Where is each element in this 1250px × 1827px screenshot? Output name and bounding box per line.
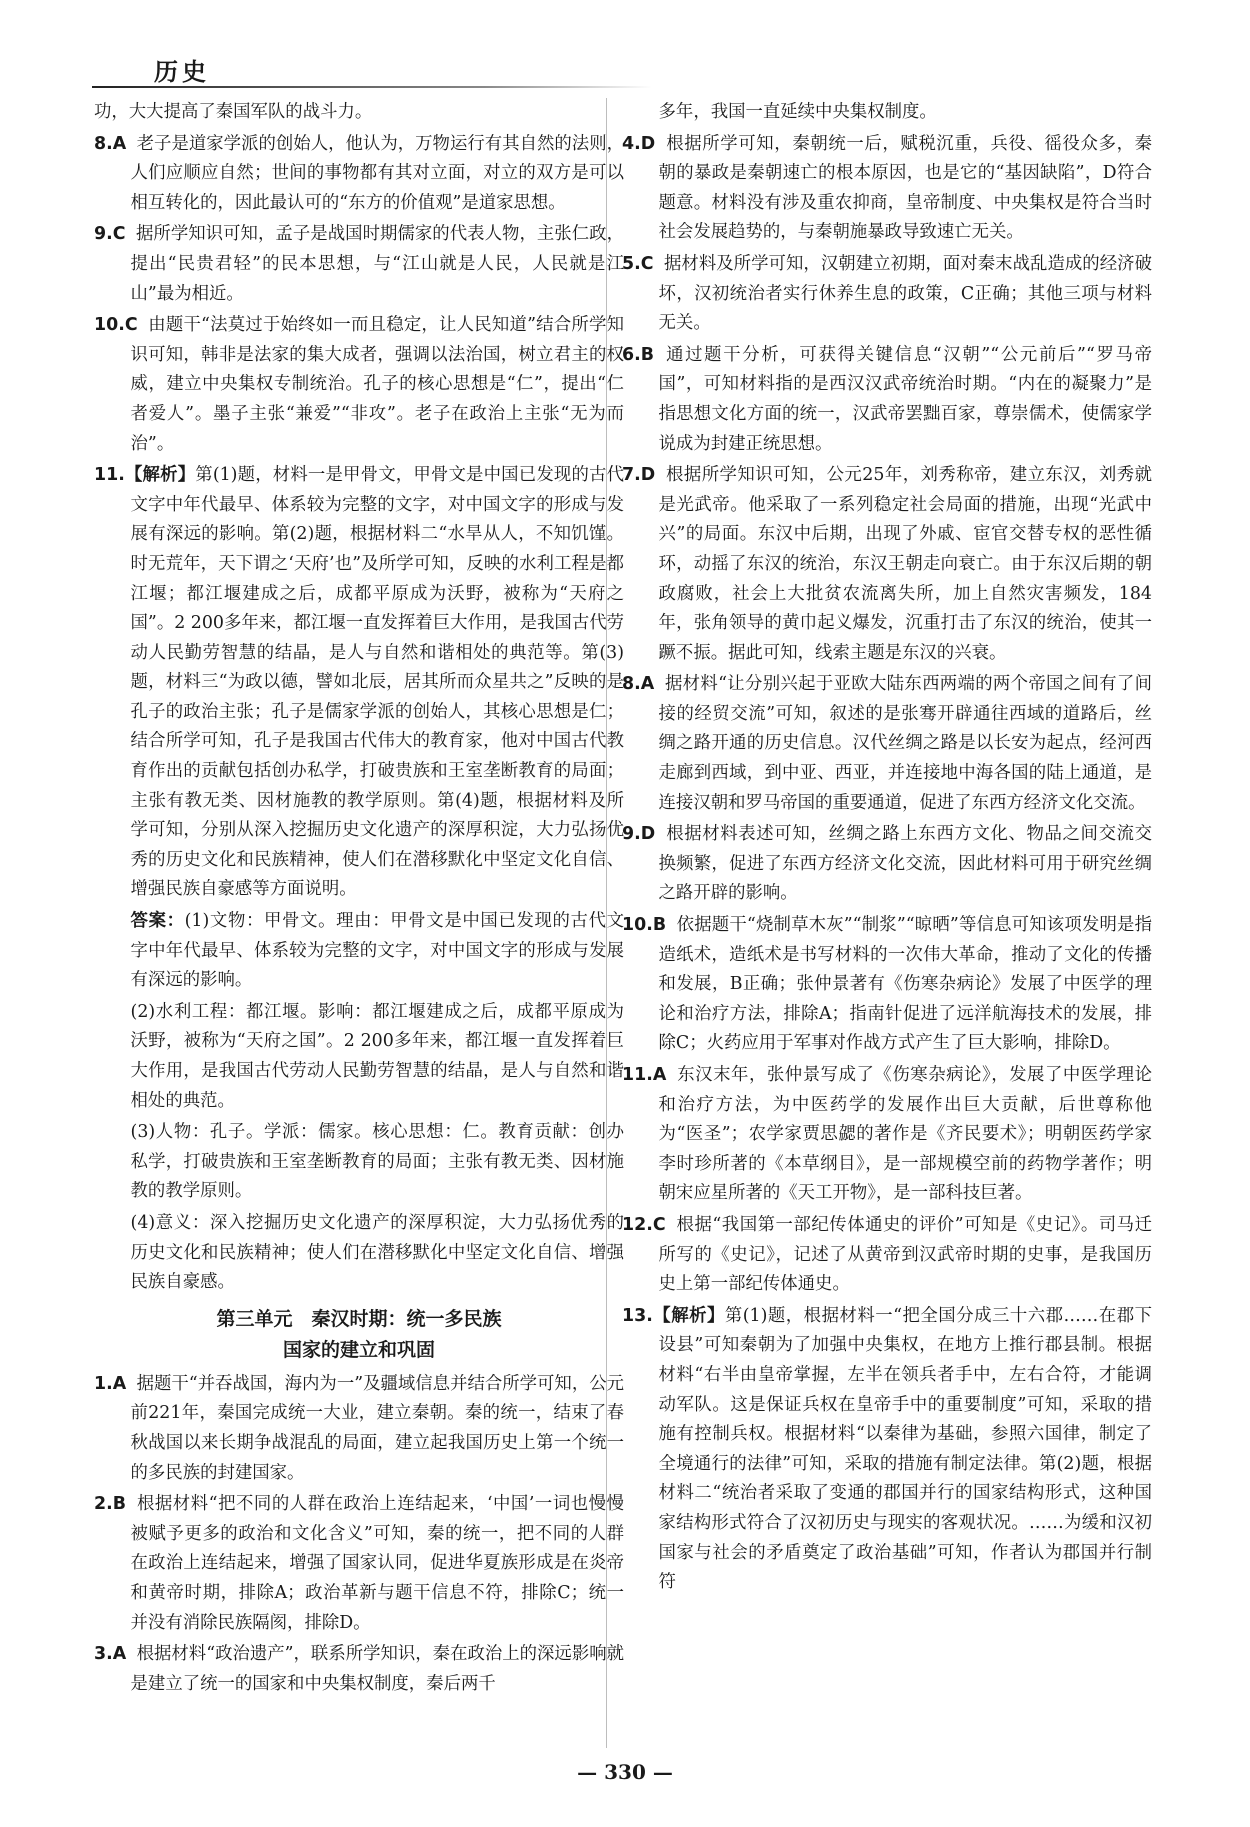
answer-item: 10.B 依据题干“烧制草木灰”“制浆”“晾晒”等信息可知该项发明是指造纸术，造纸术是书写材料的一次伟大革命，推动了文化的传播和发展，B正确；张仲景著有《伤寒杂病论》发展了中医学的理论和治疗方法，排除A；指南针促进了远洋航海技术的发展，排除C；火药应用于军事对作战方式产生了巨大影响，排除D。 (622, 915, 1152, 1054)
answer-item: 13.【解析】第(1)题，根据材料一“把全国分成三十六郡……在郡下设县”可知秦朝为了加强中央集权，在地方上推行郡县制。根据材料“右半由皇帝掌握，左半在领兵者手中，左右合符，才能调动军队。这是保证兵权在皇帝手中的重要制度”可知，采取的措施有控制兵权。根据材料“以秦律为基础，参照六国律，制定了全境通行的法律”可知，采取的措施有制定法律。第(2)题，根据材料二“统治者采取了变通的郡国并行的国家结构形式，这种国家结构形式符合了汉初历史与现实的客观状况。……为缓和汉初国家与社会的矛盾奠定了政治基础”可知，作者认为郡国并行制符 (622, 1305, 1152, 1593)
answer-block: 答案：(1)文物：甲骨文。理由：甲骨文是中国已发现的古代文字中年代最早、体系较为完整的文字，对中国文字的形成与发展有深远的影响。 (130, 911, 624, 991)
answer-item: 3.A 根据材料“政治遗产”，联系所学知识，秦在政治上的深远影响就是建立了统一的国家和中央集权制度，秦后两千 (94, 1644, 624, 1694)
answer-part: (4)意义：深入挖掘历史文化遗产的深厚积淀，大力弘扬优秀的历史文化和民族精神；使人们在潜移默化中坚定文化自信、增强民族自豪感。 (130, 1212, 624, 1293)
answer-item: 7.D 根据所学知识可知，公元25年，刘秀称帝，建立东汉，刘秀就是光武帝。他采取了一系列稳定社会局面的措施，出现“光武中兴”的局面。东汉中后期，出现了外戚、宦官交替专权的恶性循环，动摇了东汉的统治，东汉王朝走向衰亡。由于东汉后期的朝政腐败，社会上大批贫农流离失所，加上自然灾害频发，184年，张角领导的黄巾起义爆发，沉重打击了东汉的统治，使其一蹶不振。据此可知，线索主题是东汉的兴衰。 (622, 465, 1152, 663)
continuation-text: 功，大大提高了秦国军队的战斗力。 (94, 102, 373, 122)
answer-item: 5.C 据材料及所学可知，汉朝建立初期，面对秦末战乱造成的经济破坏，汉初统治者实行休养生息的政策，C正确；其他三项与材料无关。 (622, 253, 1152, 334)
answer-item: 9.C 据所学知识可知，孟子是战国时期儒家的代表人物，主张仁政，提出“民贵君轻”的民本思想，与“江山就是人民，人民就是江山”最为相近。 (94, 224, 624, 304)
left-column (94, 98, 624, 1701)
answer-item: 12.C 根据“我国第一部纪传体通史的评价”可知是《史记》。司马迁所写的《史记》，记述了从黄帝到汉武帝时期的史事，是我国历史上第一部纪传体通史。 (622, 1214, 1152, 1295)
header-rule (92, 86, 652, 88)
answer-part: (3)人物：孔子。学派：儒家。核心思想：仁。教育贡献：创办私学，打破贵族和王室垄断教育的局面；主张有教无类、因材施教的教学原则。 (130, 1122, 624, 1202)
answer-item: 8.A 据材料“让分别兴起于亚欧大陆东西两端的两个帝国之间有了间接的经贸交流”可知，叙述的是张骞开辟通往西域的道路后，丝绸之路开通的历史信息。汉代丝绸之路是以长安为起点，经河西走廊到西域，到中亚、西亚，并连接地中海各国的陆上通道，是连接汉朝和罗马帝国的重要通道，促进了东西方经济文化交流。 (622, 674, 1152, 813)
right-column (622, 98, 1152, 1600)
answer-item: 9.D 根据材料表述可知，丝绸之路上东西方文化、物品之间交流交换频繁，促进了东西方经济文化交流，因此材料可用于研究丝绸之路开辟的影响。 (622, 824, 1152, 904)
page-number: — 330 — (577, 1760, 673, 1784)
answer-item: 8.A 老子是道家学派的创始人，他认为，万物运行有其自然的法则，人们应顺应自然；世间的事物都有其对立面，对立的双方是可以相互转化的，因此最认可的“东方的价值观”是道家思想。 (94, 133, 624, 213)
answer-item: 6.B 通过题干分析，可获得关键信息“汉朝”“公元前后”“罗马帝国”，可知材料指的是西汉汉武帝统治时期。“内在的凝聚力”是指思想文化方面的统一，汉武帝罢黜百家，尊崇儒术，使儒家学说成为封建正统思想。 (622, 344, 1152, 454)
page-header (92, 48, 1158, 88)
subject-title: 历史 (154, 58, 210, 86)
unit-heading: 第三单元 秦汉时期：统一多民族 国家的建立和巩固 (216, 1307, 502, 1361)
answer-item: 10.C 由题干“法莫过于始终如一而且稳定，让人民知道”结合所学知识可知，韩非是法家的集大成者，强调以法治国，树立君主的权威，建立中央集权专制统治。孔子的核心思想是“仁”，提出“仁者爱人”。墨子主张“兼爱”“非攻”。老子在政治上主张“无为而治”。 (94, 315, 624, 454)
continuation-text: 多年，我国一直延续中央集权制度。 (658, 102, 937, 122)
answer-part: (2)水利工程：都江堰。影响：都江堰建成之后，成都平原成为沃野，被称为“天府之国”。2 200多年来，都江堰一直发挥着巨大作用，是我国古代劳动人民勤劳智慧的结晶，是人与自然和谐相处的典范。 (130, 1001, 624, 1111)
answer-item: 11.A 东汉末年，张仲景写成了《伤寒杂病论》，发展了中医学理论和治疗方法，为中医药学的发展作出巨大贡献，后世尊称他为“医圣”；农学家贾思勰的著作是《齐民要术》；明朝医药学家李时珍所著的《本草纲目》，是一部规模空前的药物学著作；明朝宋应星所著的《天工开物》，是一部科技巨著。 (622, 1065, 1152, 1204)
answer-item: 2.B 根据材料“把不同的人群在政治上连结起来，‘中国’一词也慢慢被赋予更多的政治和文化含义”可知，秦的统一，把不同的人群在政治上连结起来，增强了国家认同，促进华夏族形成是在炎帝和黄帝时期，排除A；政治革新与题干信息不符，排除C；统一并没有消除民族隔阂，排除D。 (94, 1494, 624, 1633)
answer-item: 1.A 据题干“并吞战国，海内为一”及疆域信息并结合所学可知，公元前221年，秦国完成统一大业，建立秦朝。秦的统一，结束了春秋战国以来长期争战混乱的局面，建立起我国历史上第一个统一的多民族的封建国家。 (94, 1373, 624, 1483)
answer-item: 4.D 根据所学可知，秦朝统一后，赋税沉重，兵役、徭役众多，秦朝的暴政是秦朝速亡的根本原因，也是它的“基因缺陷”，D符合题意。材料没有涉及重农抑商，皇帝制度、中央集权是符合当时社会发展趋势的，与秦朝施暴政导致速亡无关。 (622, 133, 1152, 243)
answer-item: 11.【解析】第(1)题，材料一是甲骨文，甲骨文是中国已发现的古代文字中年代最早、体系较为完整的文字，对中国文字的形成与发展有深远的影响。第(2)题，根据材料二“水旱从人，不知饥馑。时无荒年，天下谓之‘天府’也”及所学可知，反映的水利工程是都江堰；都江堰建成之后，成都平原成为沃野，被称为“天府之国”。2 200多年来，都江堰一直发挥着巨大作用，是我国古代劳动人民勤劳智慧的结晶，是人与自然和谐相处的典范等。第(3)题，材料三“为政以德，譬如北辰，居其所而众星共之”反映的是孔子的政治主张；孔子是儒家学派的创始人，其核心思想是仁；结合所学可知，孔子是我国古代伟大的教育家，他对中国古代教育作出的贡献包括创办私学，打破贵族和王室垄断教育的局面；主张有教无类、因材施教的教学原则。第(4)题，根据材料及所学可知，分别从深入挖掘历史文化遗产的深厚积淀，大力弘扬优秀的历史文化和民族精神，使人们在潜移默化中坚定文化自信、增强民族自豪感等方面说明。 (94, 465, 624, 900)
